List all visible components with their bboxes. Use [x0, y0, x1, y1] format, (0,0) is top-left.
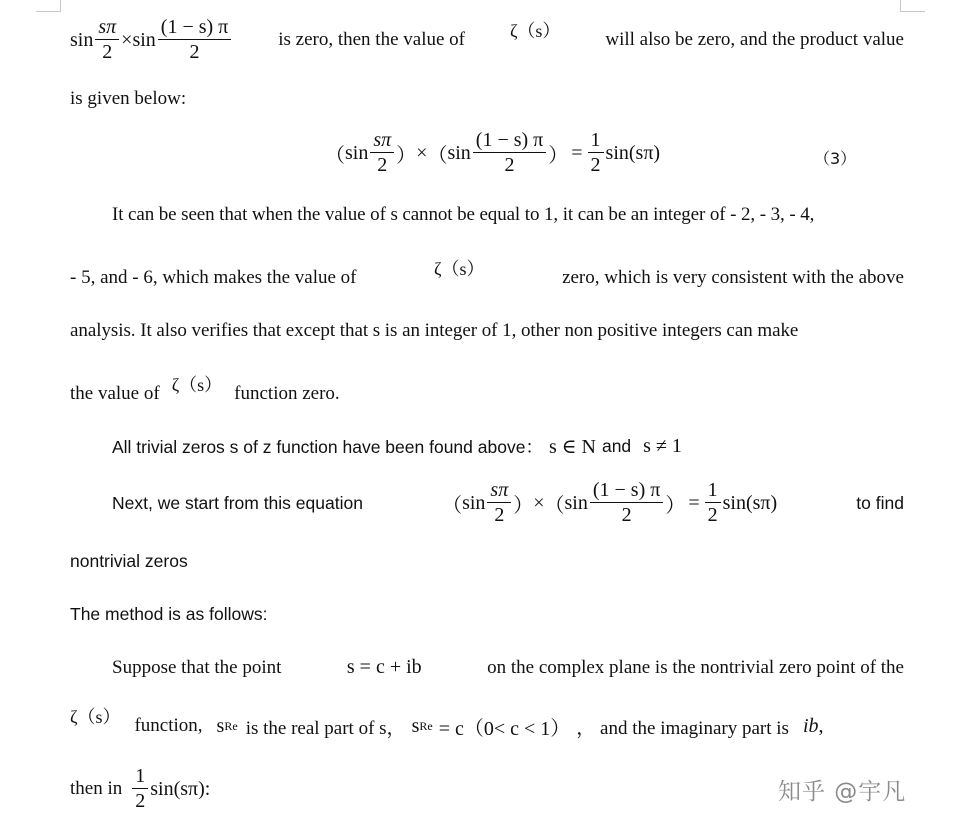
paragraph-line-13: ζ（s） function, s Re is the real part of s， s Re = c（0< c < 1） ， and the imaginary part is ib ,: [70, 706, 904, 746]
paragraph-line-6: analysis. It also verifies that except that s is an integer of 1, other non positive integers can make: [70, 320, 799, 341]
zeta-symbol: ζ（s）: [171, 375, 223, 395]
paragraph-line-4: It can be seen that when the value of s cannot be equal to 1, it can be an integer of - 2, - 3, - 4,: [112, 204, 815, 225]
zhihu-watermark: 知乎 @宇凡: [778, 779, 907, 805]
equation-inline: （ sin $\frac{s\pi}{2}$ ） × （ sin $\frac{(1 - s) \pi}{2}$ ） = $\frac{1}{2}$ sin(sπ): [442, 479, 778, 526]
equation-number: （3）: [814, 149, 857, 168]
paragraph-line-12: Suppose that the point s = c + ib on the complex plane is the nontrivial zero point of the: [112, 656, 904, 678]
paragraph-line-2: is given below:: [70, 88, 187, 109]
formula-sin-product: sin $\frac{s\pi}{2}$ × sin $\frac{(1 - s) \pi}{2}$: [70, 17, 233, 63]
paragraph-line-1: [70, 12, 904, 68]
equation-3-row: [70, 130, 904, 188]
text-line1-end: will also be zero, and the product value: [605, 29, 904, 50]
zeta-symbol: ζ（s）: [509, 21, 561, 41]
zeta-symbol: ζ（s）: [70, 707, 121, 727]
text-line1-mid: is zero, then the value of: [278, 29, 465, 50]
zeta-symbol: ζ（s）: [434, 259, 485, 279]
page-corner-mark-left: [36, 0, 61, 12]
paragraph-line-7: the value of ζ（s） function zero.: [70, 374, 904, 414]
page-corner-mark-right: [900, 0, 925, 12]
paragraph-line-9: Next, we start from this equation （ sin $\frac{s\pi}{2}$ ） × （ sin $\frac{(1 - s) \pi}{2}$ ） = $\frac{1}{2}$ sin(sπ) to find: [112, 479, 904, 526]
paragraph-line-10: nontrivial zeros: [70, 551, 188, 571]
paragraph-line-8: All trivial zeros s of z function have been found above： s ∈ N and s ≠ 1: [112, 435, 682, 458]
paragraph-line-11: The method is as follows:: [70, 604, 268, 624]
equation-3: （ sin $\frac{s\pi}{2}$ ） × （ sin $\frac{(1 - s) \pi}{2}$ ） = $\frac{1}{2}$ sin(sπ): [325, 129, 661, 176]
paragraph-line-5: - 5, and - 6, which makes the value of ζ（s） zero, which is very consistent with the above: [70, 258, 904, 298]
paragraph-line-14: then in $\frac{1}{2}$ sin(sπ) :: [70, 765, 211, 812]
